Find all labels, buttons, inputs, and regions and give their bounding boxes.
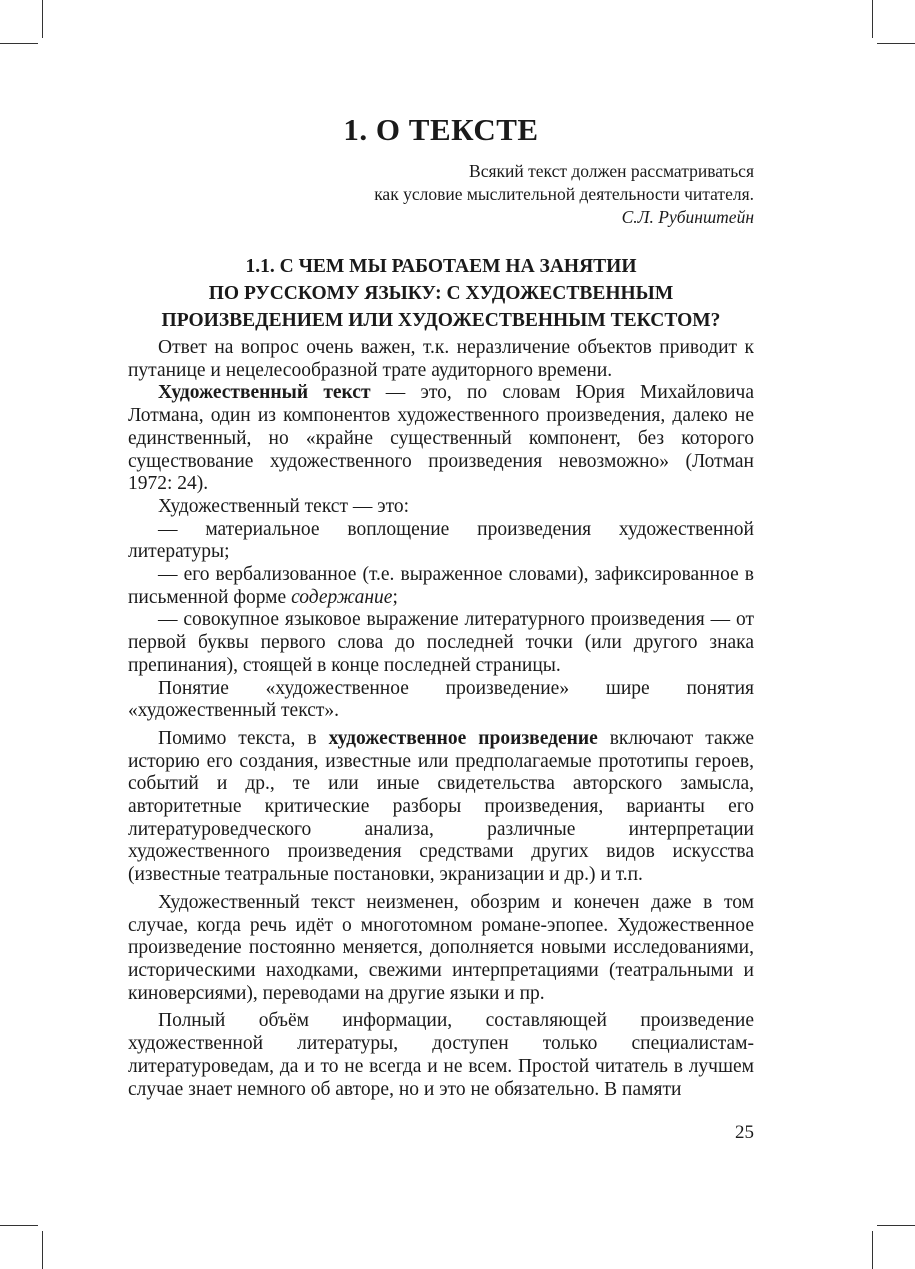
paragraph-10: Полный объём информации, составляющей произведение художественной литературы, доступен только специалистам-литературоведам, да и то не всегда и не всем. Простой читатель в лучшем случае знает немного об авторе, но и это не обязательно. В памяти — [128, 1010, 754, 1100]
epigraph-line-2: как условие мыслительной деятельности читателя. — [374, 184, 754, 204]
body-text — [128, 337, 754, 1101]
paragraph-9: Художественный текст неизменен, обозрим и конечен даже в том случае, когда речь идёт о многотомном романе-эпопее. Художественное произведение постоянно меняется, дополняется новыми исследованиями, историческими находками, свежими интерпретациями (театральными и киноверсиями), переводами на другие языки и пр. — [128, 891, 754, 1004]
term-content: содержание — [291, 586, 393, 608]
paragraph-8 — [128, 728, 754, 887]
term-literary-text: Художественный текст — [158, 382, 371, 404]
paragraph-1: Ответ на вопрос очень важен, т.к. неразличение объектов приводит к путанице и нецелесообразной трате аудиторного времени. — [128, 337, 754, 381]
paragraph-8-start: Помимо текста, в — [158, 727, 329, 749]
paragraph-8-rest: включают также историю его создания, известные или предполагаемые прототипы героев, событий и др., те или иные свидетельства авторского замысла, авторитетные критические разборы произведения, варианты его литературоведческого анализа, различные интерпретации художественного произведения средствами других видов искусства (известные театральные постановки, экранизации и др.) и т.п. — [128, 727, 754, 886]
paragraph-5 — [128, 564, 754, 609]
section-title-line-2: ПО РУССКОМУ ЯЗЫКУ: С ХУДОЖЕСТВЕННЫМ — [208, 283, 674, 304]
crop-mark-top-left — [42, 0, 43, 38]
paragraph-5-end: ; — [392, 586, 398, 608]
section-title-line-1: 1.1. С ЧЕМ МЫ РАБОТАЕМ НА ЗАНЯТИИ — [245, 256, 637, 277]
page-number: 25 — [735, 1122, 754, 1143]
crop-mark-top-right-h — [877, 43, 915, 44]
paragraph-2 — [128, 382, 754, 496]
epigraph-author: С.Л. Рубинштейн — [621, 207, 754, 227]
paragraph-4: — материальное воплощение произведения художественной литературы; — [128, 518, 754, 563]
section-title-line-3: ПРОИЗВЕДЕНИЕМ ИЛИ ХУДОЖЕСТВЕННЫМ ТЕКСТОМ? — [161, 310, 721, 331]
paragraph-6: — совокупное языковое выражение литературного произведения — от первой буквы первого слова до последней точки (или другого знака препинания), стоящей в конце последней страницы. — [128, 609, 754, 676]
chapter-title: 1. О ТЕКСТЕ — [343, 112, 539, 147]
crop-mark-top-right — [872, 0, 873, 38]
epigraph-line-1: Всякий текст должен рассматриваться — [469, 161, 754, 181]
paragraph-3: Художественный текст — это: — [158, 495, 410, 517]
crop-mark-bottom-right — [872, 1231, 873, 1269]
paragraph-5-start: — его вербализованное (т.е. выраженное словами), зафиксированное в письменной форме — [128, 564, 754, 608]
crop-mark-bottom-right-h — [877, 1225, 915, 1226]
crop-mark-bottom-left-h — [0, 1225, 38, 1226]
crop-mark-top-left-h — [0, 43, 38, 44]
epigraph — [128, 160, 754, 229]
crop-mark-bottom-left — [42, 1231, 43, 1269]
section-title — [128, 253, 754, 334]
paragraph-2-rest: — это, по словам Юрия Михайловича Лотмана, один из компонентов художественного произведения, далеко не единственный, но «крайне существенный компонент, без которого существование художественного произведения невозможно» (Лотман 1972: 24). — [128, 382, 754, 495]
term-literary-work: художественное произведение — [328, 727, 598, 749]
paragraph-7: Понятие «художественное произведение» шире понятия «художественный текст». — [128, 677, 754, 722]
